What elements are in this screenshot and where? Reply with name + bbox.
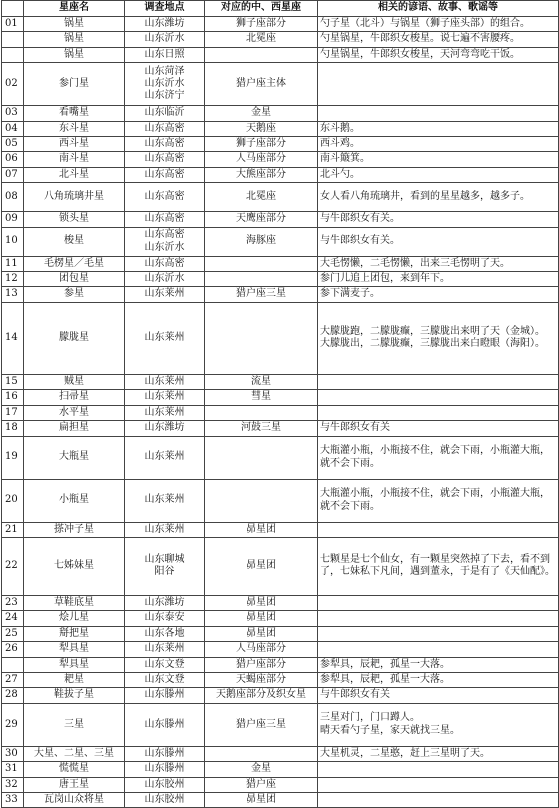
- star-name: 小瓶星: [24, 479, 125, 522]
- related-notes: [318, 106, 559, 121]
- table-row: [2, 227, 559, 256]
- row-number: 21: [2, 522, 24, 537]
- star-name: 慌慌星: [24, 762, 125, 777]
- related-notes: [318, 47, 559, 62]
- related-notes: [318, 405, 559, 420]
- related-notes: [318, 137, 559, 152]
- table-row: [2, 611, 559, 626]
- table-row: [2, 272, 559, 287]
- constellation: [205, 256, 318, 271]
- survey-location: [125, 167, 205, 182]
- related-notes: [318, 121, 559, 136]
- star-name: 鞋拔子星: [24, 688, 125, 703]
- constellation: 河鼓三星: [205, 421, 318, 436]
- row-number: 01: [2, 17, 24, 32]
- row-number: 16: [2, 390, 24, 405]
- note-line: 大星机灵，二星憨，赶上三星明了天。: [320, 747, 490, 759]
- location-line: 山东莱州: [144, 451, 185, 463]
- related-notes: [318, 611, 559, 626]
- survey-location: [125, 47, 205, 62]
- star-name: 三星: [24, 703, 125, 746]
- related-notes: [318, 688, 559, 703]
- location-line: 山东沂水: [144, 273, 185, 285]
- location-line: 山东莱州: [144, 391, 185, 403]
- survey-location: [125, 792, 205, 807]
- constellation: 猎户座部分: [205, 657, 318, 672]
- survey-location: [125, 121, 205, 136]
- survey-location: [125, 611, 205, 626]
- star-name: 大星、二星、三星: [24, 746, 125, 761]
- star-name: 朦胧星: [24, 302, 125, 374]
- note-line: 南斗簸箕。: [320, 153, 370, 165]
- table-row: [2, 522, 559, 537]
- row-number: 31: [2, 762, 24, 777]
- note-line: 与牛郎织女有关。: [320, 235, 400, 247]
- constellation: 狮子座部分: [205, 17, 318, 32]
- location-line: 山东胶州: [144, 793, 185, 805]
- star-name: 贼星: [24, 374, 125, 389]
- row-number: [2, 657, 24, 672]
- star-name: 参门星: [24, 63, 125, 106]
- table-row: [2, 47, 559, 62]
- header-constellation: 对应的中、西星座: [205, 1, 318, 17]
- star-name: 唐王星: [24, 777, 125, 792]
- row-number: 24: [2, 611, 24, 626]
- star-name: 锅星: [24, 47, 125, 62]
- related-notes: [318, 374, 559, 389]
- star-name: 搽冲子星: [24, 522, 125, 537]
- survey-location: [125, 17, 205, 32]
- location-line: 山东沂水: [144, 78, 185, 90]
- table-row: [2, 405, 559, 420]
- constellation: 流星: [205, 374, 318, 389]
- survey-location: [125, 762, 205, 777]
- table-row: [2, 642, 559, 657]
- constellation: 昴星团: [205, 611, 318, 626]
- constellation: [205, 405, 318, 420]
- related-notes: [318, 777, 559, 792]
- row-number: 09: [2, 212, 24, 227]
- table-row: [2, 657, 559, 672]
- note-line: 东斗鹅。: [320, 122, 360, 134]
- header-num: [2, 1, 24, 17]
- location-line: 山东莱州: [144, 332, 185, 344]
- star-name: 大瓶星: [24, 436, 125, 479]
- row-number: 03: [2, 106, 24, 121]
- header-location: 调查地点: [125, 1, 205, 17]
- constellation: [205, 436, 318, 479]
- row-number: 14: [2, 302, 24, 374]
- note-line: 七颗星是七个仙女，有一颗星突然掉了下去，看不到了，七妹私下凡间，遇到董永，于是有了《天仙配》。: [320, 554, 555, 578]
- location-line: 山东高密: [144, 122, 185, 134]
- survey-location: [125, 595, 205, 610]
- table-row: [2, 32, 559, 47]
- related-notes: [318, 762, 559, 777]
- related-notes: [318, 256, 559, 271]
- location-line: 山东胶州: [144, 778, 185, 790]
- star-name: 犁具星: [24, 657, 125, 672]
- constellation: 人马座部分: [205, 642, 318, 657]
- table-row: [2, 106, 559, 121]
- star-name: 水平星: [24, 405, 125, 420]
- survey-location: [125, 227, 205, 256]
- location-line: 山东莱州: [144, 375, 185, 387]
- location-line: 山东潍坊: [144, 18, 185, 29]
- related-notes: [318, 746, 559, 761]
- survey-location: [125, 746, 205, 761]
- related-notes: [318, 595, 559, 610]
- survey-location: [125, 212, 205, 227]
- survey-location: [125, 183, 205, 212]
- related-notes: [318, 32, 559, 47]
- row-number: 08: [2, 183, 24, 212]
- related-notes: [318, 152, 559, 167]
- table-row: [2, 672, 559, 687]
- note-line: 参犁具，辰耙，孤星一大落。: [320, 673, 450, 685]
- note-line: 参犁具，辰耙，孤星一大落。: [320, 658, 450, 670]
- location-line: 山东各地: [144, 627, 185, 639]
- survey-location: [125, 777, 205, 792]
- row-number: 30: [2, 746, 24, 761]
- location-line: 山东沂水: [144, 33, 185, 45]
- survey-location: [125, 421, 205, 436]
- star-name: 锁头星: [24, 212, 125, 227]
- row-number: [2, 47, 24, 62]
- related-notes: [318, 63, 559, 106]
- constellation: [205, 302, 318, 374]
- note-line: 勺子星（北斗）与锅星（狮子座头部）的组合。: [320, 18, 530, 29]
- row-number: 22: [2, 537, 24, 595]
- star-name: 耙星: [24, 672, 125, 687]
- survey-location: [125, 703, 205, 746]
- table-row: [2, 436, 559, 479]
- row-number: 13: [2, 287, 24, 302]
- location-line: 山东莱州: [144, 288, 185, 300]
- star-name: 锅星: [24, 32, 125, 47]
- survey-location: [125, 626, 205, 641]
- related-notes: [318, 522, 559, 537]
- constellation: 狮子座部分: [205, 137, 318, 152]
- star-name: 梭星: [24, 227, 125, 256]
- location-line: 山东莱州: [144, 494, 185, 506]
- note-line: 大朦胧出，二朦胧癫，三朦胧出来白瞪眼（海阳）。: [320, 338, 545, 350]
- location-line: 山东高密: [144, 229, 185, 241]
- related-notes: [318, 436, 559, 479]
- row-number: 05: [2, 137, 24, 152]
- constellation: 猎户座三星: [205, 287, 318, 302]
- note-line: 勺星锅星，牛郎织女梭星，天河弯弯吃干饭。: [320, 48, 520, 60]
- row-number: 15: [2, 374, 24, 389]
- table-row: [2, 792, 559, 807]
- row-number: 33: [2, 792, 24, 807]
- row-number: 04: [2, 121, 24, 136]
- star-name: 扁担星: [24, 421, 125, 436]
- row-number: 06: [2, 152, 24, 167]
- row-number: 10: [2, 227, 24, 256]
- survey-location: [125, 137, 205, 152]
- star-name: 西斗星: [24, 137, 125, 152]
- row-number: 07: [2, 167, 24, 182]
- star-name: 看嘴星: [24, 106, 125, 121]
- table-row: [2, 421, 559, 436]
- location-line: 山东高密: [144, 191, 185, 203]
- location-line: 山东菏泽: [144, 65, 185, 77]
- star-name: 草鞋底星: [24, 595, 125, 610]
- location-line: 山东潍坊: [144, 422, 185, 434]
- related-notes: [318, 227, 559, 256]
- table-row: [2, 63, 559, 106]
- star-name: 东斗星: [24, 121, 125, 136]
- star-name: 犁具星: [24, 642, 125, 657]
- table-row: [2, 626, 559, 641]
- survey-location: [125, 374, 205, 389]
- note-line: 大毛愣懒，二毛愣懒，出来三毛愣明了天。: [320, 257, 510, 269]
- related-notes: [318, 672, 559, 687]
- related-notes: [318, 212, 559, 227]
- survey-location: [125, 642, 205, 657]
- star-name: 南斗星: [24, 152, 125, 167]
- table-row: [2, 703, 559, 746]
- star-name: 七姊妹星: [24, 537, 125, 595]
- row-number: 29: [2, 703, 24, 746]
- location-line: 山东莱州: [144, 406, 185, 418]
- star-name: 瓦岗山众将星: [24, 792, 125, 807]
- star-name: 扫帚星: [24, 390, 125, 405]
- row-number: 23: [2, 595, 24, 610]
- constellation: 天蝎座部分: [205, 672, 318, 687]
- header-notes: 相关的谚语、故事、歌谣等: [318, 1, 559, 17]
- note-line: 参下满麦子。: [320, 288, 380, 300]
- star-name: 团包星: [24, 272, 125, 287]
- row-number: 12: [2, 272, 24, 287]
- constellation: 彗星: [205, 390, 318, 405]
- note-line: 与牛郎织女有关: [320, 422, 390, 434]
- constellation: 天鹰座部分: [205, 212, 318, 227]
- table-row: [2, 595, 559, 610]
- location-line: 山东高密: [144, 153, 185, 165]
- location-line: 山东潍坊: [144, 596, 185, 608]
- survey-location: [125, 152, 205, 167]
- note-line: 勺星锅星，牛郎织女梭星。说七遍不害腰疼。: [320, 33, 520, 45]
- star-name: 搿把星: [24, 626, 125, 641]
- table-row: [2, 137, 559, 152]
- survey-location: [125, 390, 205, 405]
- survey-location: [125, 522, 205, 537]
- constellation: 昴星团: [205, 522, 318, 537]
- row-number: [2, 32, 24, 47]
- constellation: 天鹅座部分及织女星: [205, 688, 318, 703]
- related-notes: [318, 479, 559, 522]
- note-line: 三星对门，门口蹲人。: [320, 712, 420, 724]
- survey-location: [125, 537, 205, 595]
- constellation: 昴星团: [205, 792, 318, 807]
- location-line: 阳谷: [154, 566, 175, 578]
- row-number: 18: [2, 421, 24, 436]
- related-notes: [318, 626, 559, 641]
- star-name: 北斗星: [24, 167, 125, 182]
- related-notes: [318, 183, 559, 212]
- table-row: [2, 762, 559, 777]
- note-line: 大朦胧跑，二朦胧癫，三朦胧出来明了天（金城）。: [320, 325, 545, 337]
- location-line: 山东高密: [144, 138, 185, 150]
- star-name: 毛楞星／毛星: [24, 256, 125, 271]
- table-row: [2, 746, 559, 761]
- constellation: 昴星团: [205, 537, 318, 595]
- row-number: 26: [2, 642, 24, 657]
- constellation: 猎户座三星: [205, 703, 318, 746]
- star-name: 烩儿星: [24, 611, 125, 626]
- constellation: 北冕座: [205, 183, 318, 212]
- note-line: 女人看八角琉璃井，看到的星星越多，越多子。: [320, 191, 530, 203]
- star-table: [1, 0, 559, 808]
- location-line: 山东临沂: [144, 107, 185, 119]
- location-line: 山东泰安: [144, 612, 185, 624]
- related-notes: [318, 17, 559, 32]
- survey-location: [125, 302, 205, 374]
- constellation: 猎户座主体: [205, 63, 318, 106]
- star-name: 锅星: [24, 17, 125, 32]
- constellation: 昴星团: [205, 626, 318, 641]
- table-row: [2, 183, 559, 212]
- survey-location: [125, 256, 205, 271]
- related-notes: [318, 287, 559, 302]
- location-line: 山东聊城: [144, 554, 185, 565]
- related-notes: [318, 302, 559, 374]
- survey-location: [125, 688, 205, 703]
- related-notes: [318, 792, 559, 807]
- table-row: [2, 17, 559, 32]
- survey-location: [125, 436, 205, 479]
- table-row: [2, 390, 559, 405]
- related-notes: [318, 703, 559, 746]
- constellation: [205, 272, 318, 287]
- header-star-name: 星座名: [24, 1, 125, 17]
- table-row: [2, 167, 559, 182]
- row-number: 28: [2, 688, 24, 703]
- table-row: [2, 537, 559, 595]
- note-line: 大瓶灌小瓶，小瓶接不住，就会下雨，小瓶灌大瓶，就不会下雨。: [320, 445, 550, 469]
- related-notes: [318, 272, 559, 287]
- location-line: 山东济宁: [144, 90, 185, 102]
- note-line: 晴天看勺子星，家天就找三星。: [320, 724, 460, 736]
- survey-location: [125, 672, 205, 687]
- constellation: [205, 47, 318, 62]
- location-line: 山东滕州: [144, 689, 185, 701]
- constellation: 大熊座部分: [205, 167, 318, 182]
- table-row: [2, 287, 559, 302]
- row-number: 25: [2, 626, 24, 641]
- location-line: 山东高密: [144, 168, 185, 180]
- related-notes: [318, 537, 559, 595]
- related-notes: [318, 657, 559, 672]
- related-notes: [318, 642, 559, 657]
- row-number: 11: [2, 256, 24, 271]
- survey-location: [125, 272, 205, 287]
- constellation: 金星: [205, 762, 318, 777]
- survey-location: [125, 63, 205, 106]
- note-line: 与牛郎织女有关: [320, 689, 390, 701]
- related-notes: [318, 167, 559, 182]
- note-line: 北斗勺。: [320, 168, 360, 180]
- constellation: 北冕座: [205, 32, 318, 47]
- table-row: [2, 152, 559, 167]
- constellation: 天鹅座: [205, 121, 318, 136]
- note-line: 与牛郎织女有关。: [320, 213, 400, 225]
- row-number: 27: [2, 672, 24, 687]
- location-line: 山东高密: [144, 257, 185, 269]
- star-name: 八角琉璃井星: [24, 183, 125, 212]
- survey-location: [125, 106, 205, 121]
- location-line: 山东沂水: [144, 241, 185, 253]
- table-row: [2, 777, 559, 792]
- location-line: 山东莱州: [144, 523, 185, 535]
- survey-location: [125, 479, 205, 522]
- row-number: 02: [2, 63, 24, 106]
- table-row: [2, 302, 559, 374]
- table-row: [2, 688, 559, 703]
- location-line: 山东日照: [144, 48, 185, 60]
- survey-location: [125, 657, 205, 672]
- note-line: 西斗鸡。: [320, 138, 360, 150]
- table-row: [2, 479, 559, 522]
- location-line: 山东滕州: [144, 718, 185, 730]
- table-row: [2, 256, 559, 271]
- location-line: 山东文登: [144, 658, 185, 670]
- note-line: 大瓶灌小瓶，小瓶接不住，就会下雨，小瓶灌大瓶，就不会下雨。: [320, 488, 550, 512]
- table-row: [2, 212, 559, 227]
- constellation: 海豚座: [205, 227, 318, 256]
- star-name: 参星: [24, 287, 125, 302]
- constellation: 猎户座: [205, 777, 318, 792]
- row-number: 17: [2, 405, 24, 420]
- row-number: 19: [2, 436, 24, 479]
- header-row: [2, 1, 559, 17]
- note-line: 参门儿追上团包，来到年下。: [320, 273, 450, 285]
- survey-location: [125, 287, 205, 302]
- related-notes: [318, 421, 559, 436]
- table-body: [2, 17, 559, 808]
- table-row: [2, 374, 559, 389]
- location-line: 山东文登: [144, 673, 185, 685]
- survey-location: [125, 32, 205, 47]
- row-number: 20: [2, 479, 24, 522]
- constellation: 人马座部分: [205, 152, 318, 167]
- survey-location: [125, 405, 205, 420]
- location-line: 山东滕州: [144, 747, 185, 759]
- location-line: 山东高密: [144, 213, 185, 225]
- related-notes: [318, 390, 559, 405]
- constellation: [205, 746, 318, 761]
- location-line: 山东莱州: [144, 643, 185, 655]
- constellation: 金星: [205, 106, 318, 121]
- constellation: [205, 479, 318, 522]
- constellation: 昴星团: [205, 595, 318, 610]
- row-number: 32: [2, 777, 24, 792]
- location-line: 山东滕州: [144, 763, 185, 775]
- table-row: [2, 121, 559, 136]
